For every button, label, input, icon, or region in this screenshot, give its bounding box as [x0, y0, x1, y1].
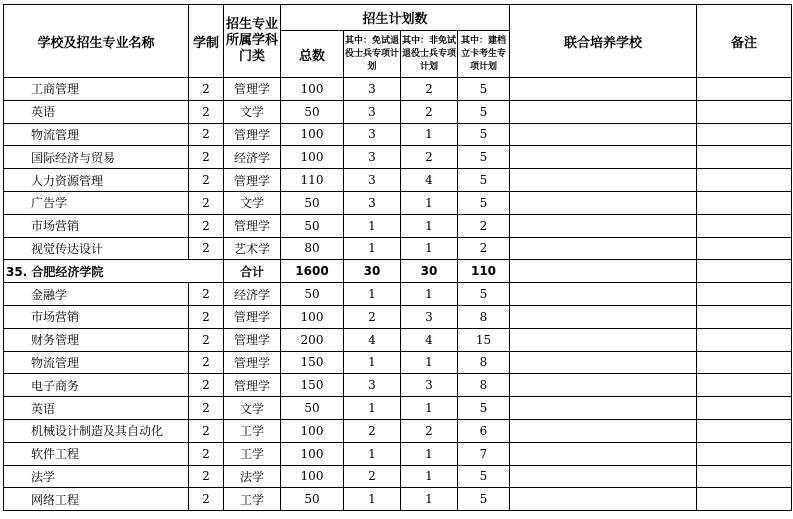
remark-cell: [697, 214, 792, 237]
partner-cell: [510, 488, 697, 511]
table-row: [4, 328, 792, 351]
category-cell: 艺术学: [224, 237, 281, 260]
partner-cell: [510, 442, 697, 465]
header-veteran-nonexempt: 其中：非免试退役士兵专项计划: [401, 31, 458, 78]
total-cell: 100: [281, 442, 344, 465]
rows-section-a: [4, 78, 792, 260]
major-name: 电子商务: [4, 374, 189, 397]
duration-cell: 2: [189, 465, 224, 488]
group-label: 合计: [224, 260, 281, 283]
poverty-cell: 5: [458, 488, 510, 511]
veteran-nonexempt-cell: 1: [401, 442, 458, 465]
veteran-nonexempt-cell: 4: [401, 169, 458, 192]
duration-cell: 2: [189, 123, 224, 146]
major-name: 网络工程: [4, 488, 189, 511]
duration-cell: 2: [189, 78, 224, 101]
remark-cell: [697, 488, 792, 511]
header-remark: 备注: [697, 5, 792, 78]
veteran-exempt-cell: 3: [344, 78, 401, 101]
remark-cell: [697, 283, 792, 306]
table-row: [4, 397, 792, 420]
category-cell: 法学: [224, 465, 281, 488]
major-name: 广告学: [4, 191, 189, 214]
poverty-cell: 8: [458, 305, 510, 328]
duration-cell: 2: [189, 146, 224, 169]
poverty-cell: 5: [458, 191, 510, 214]
partner-cell: [510, 100, 697, 123]
total-cell: 100: [281, 465, 344, 488]
poverty-cell: 5: [458, 123, 510, 146]
partner-cell: [510, 328, 697, 351]
poverty-cell: 6: [458, 419, 510, 442]
duration-cell: 2: [189, 237, 224, 260]
total-cell: 110: [281, 169, 344, 192]
category-cell: 管理学: [224, 214, 281, 237]
table-row: [4, 100, 792, 123]
table-row: [4, 146, 792, 169]
poverty-cell: 8: [458, 351, 510, 374]
major-name: 英语: [4, 397, 189, 420]
header-school-major: 学校及招生专业名称: [4, 5, 189, 78]
poverty-cell: 5: [458, 397, 510, 420]
veteran-exempt-cell: 1: [344, 397, 401, 420]
duration-cell: 2: [189, 351, 224, 374]
table-row: [4, 488, 792, 511]
table-row: [4, 374, 792, 397]
duration-cell: 2: [189, 283, 224, 306]
remark-cell: [697, 465, 792, 488]
category-cell: 文学: [224, 100, 281, 123]
group-veteran-nonexempt: 30: [401, 260, 458, 283]
total-cell: 50: [281, 100, 344, 123]
veteran-exempt-cell: 4: [344, 328, 401, 351]
table-row: [4, 169, 792, 192]
duration-cell: 2: [189, 488, 224, 511]
remark-cell: [697, 374, 792, 397]
category-cell: 工学: [224, 488, 281, 511]
poverty-cell: 5: [458, 283, 510, 306]
partner-cell: [510, 78, 697, 101]
veteran-exempt-cell: 1: [344, 214, 401, 237]
table-row: [4, 442, 792, 465]
veteran-nonexempt-cell: 2: [401, 78, 458, 101]
poverty-cell: 7: [458, 442, 510, 465]
group-veteran-exempt: 30: [344, 260, 401, 283]
major-name: 物流管理: [4, 351, 189, 374]
partner-cell: [510, 419, 697, 442]
total-cell: 100: [281, 419, 344, 442]
remark-cell: [697, 328, 792, 351]
remark-cell: [697, 169, 792, 192]
table-row: [4, 305, 792, 328]
major-name: 工商管理: [4, 78, 189, 101]
poverty-cell: 5: [458, 78, 510, 101]
veteran-nonexempt-cell: 3: [401, 305, 458, 328]
major-name: 国际经济与贸易: [4, 146, 189, 169]
table-row: [4, 191, 792, 214]
header-duration: 学制: [189, 5, 224, 78]
partner-cell: [510, 169, 697, 192]
duration-cell: 2: [189, 442, 224, 465]
total-cell: 50: [281, 397, 344, 420]
table-row: [4, 419, 792, 442]
veteran-nonexempt-cell: 1: [401, 237, 458, 260]
category-cell: 经济学: [224, 146, 281, 169]
remark-cell: [697, 305, 792, 328]
remark-cell: [697, 191, 792, 214]
veteran-exempt-cell: 1: [344, 237, 401, 260]
total-cell: 50: [281, 488, 344, 511]
category-cell: 管理学: [224, 123, 281, 146]
total-cell: 100: [281, 146, 344, 169]
duration-cell: 2: [189, 419, 224, 442]
group-remark: [697, 260, 792, 283]
duration-cell: 2: [189, 169, 224, 192]
remark-cell: [697, 146, 792, 169]
remark-cell: [697, 419, 792, 442]
header-poverty: 其中：建档立卡考生专项计划: [458, 31, 510, 78]
partner-cell: [510, 374, 697, 397]
header-category: 招生专业所属学科门类: [224, 5, 281, 78]
veteran-exempt-cell: 3: [344, 169, 401, 192]
category-cell: 管理学: [224, 374, 281, 397]
total-cell: 50: [281, 214, 344, 237]
veteran-nonexempt-cell: 4: [401, 328, 458, 351]
partner-cell: [510, 283, 697, 306]
partner-cell: [510, 123, 697, 146]
table-row: [4, 214, 792, 237]
remark-cell: [697, 100, 792, 123]
veteran-nonexempt-cell: 1: [401, 351, 458, 374]
veteran-nonexempt-cell: 1: [401, 214, 458, 237]
major-name: 视觉传达设计: [4, 237, 189, 260]
header-veteran-exempt: 其中：免试退役士兵专项计划: [344, 31, 401, 78]
total-cell: 200: [281, 328, 344, 351]
partner-cell: [510, 214, 697, 237]
veteran-exempt-cell: 1: [344, 488, 401, 511]
veteran-nonexempt-cell: 1: [401, 191, 458, 214]
group-row: [4, 260, 792, 283]
veteran-nonexempt-cell: 1: [401, 465, 458, 488]
partner-cell: [510, 146, 697, 169]
poverty-cell: 2: [458, 214, 510, 237]
partner-cell: [510, 397, 697, 420]
duration-cell: 2: [189, 374, 224, 397]
major-name: 软件工程: [4, 442, 189, 465]
category-cell: 文学: [224, 397, 281, 420]
veteran-nonexempt-cell: 1: [401, 283, 458, 306]
duration-cell: 2: [189, 191, 224, 214]
veteran-exempt-cell: 3: [344, 374, 401, 397]
major-name: 市场营销: [4, 214, 189, 237]
veteran-exempt-cell: 2: [344, 305, 401, 328]
table-row: [4, 78, 792, 101]
veteran-nonexempt-cell: 2: [401, 146, 458, 169]
rows-section-b: [4, 283, 792, 511]
veteran-exempt-cell: 3: [344, 146, 401, 169]
poverty-cell: 8: [458, 374, 510, 397]
total-cell: 150: [281, 351, 344, 374]
major-name: 英语: [4, 100, 189, 123]
group-partner: [510, 260, 697, 283]
category-cell: 管理学: [224, 78, 281, 101]
table-header: [4, 5, 792, 78]
major-name: 机械设计制造及其自动化: [4, 419, 189, 442]
remark-cell: [697, 397, 792, 420]
veteran-nonexempt-cell: 3: [401, 374, 458, 397]
veteran-nonexempt-cell: 2: [401, 100, 458, 123]
table-row: [4, 351, 792, 374]
partner-cell: [510, 305, 697, 328]
total-cell: 100: [281, 305, 344, 328]
poverty-cell: 5: [458, 100, 510, 123]
total-cell: 100: [281, 78, 344, 101]
veteran-exempt-cell: 3: [344, 123, 401, 146]
table-row: [4, 123, 792, 146]
veteran-exempt-cell: 3: [344, 191, 401, 214]
veteran-nonexempt-cell: 1: [401, 488, 458, 511]
remark-cell: [697, 442, 792, 465]
total-cell: 80: [281, 237, 344, 260]
duration-cell: 2: [189, 100, 224, 123]
poverty-cell: 15: [458, 328, 510, 351]
category-cell: 管理学: [224, 169, 281, 192]
category-cell: 文学: [224, 191, 281, 214]
poverty-cell: 5: [458, 146, 510, 169]
major-name: 金融学: [4, 283, 189, 306]
category-cell: 管理学: [224, 305, 281, 328]
partner-cell: [510, 191, 697, 214]
veteran-nonexempt-cell: 2: [401, 419, 458, 442]
total-cell: 150: [281, 374, 344, 397]
veteran-exempt-cell: 2: [344, 465, 401, 488]
remark-cell: [697, 351, 792, 374]
category-cell: 工学: [224, 442, 281, 465]
group-total: 1600: [281, 260, 344, 283]
major-name: 人力资源管理: [4, 169, 189, 192]
total-cell: 50: [281, 191, 344, 214]
veteran-exempt-cell: 1: [344, 442, 401, 465]
category-cell: 经济学: [224, 283, 281, 306]
category-cell: 工学: [224, 419, 281, 442]
school-name: 35. 合肥经济学院: [4, 260, 224, 283]
remark-cell: [697, 78, 792, 101]
partner-cell: [510, 465, 697, 488]
major-name: 市场营销: [4, 305, 189, 328]
total-cell: 100: [281, 123, 344, 146]
table-row: [4, 465, 792, 488]
veteran-exempt-cell: 3: [344, 100, 401, 123]
duration-cell: 2: [189, 305, 224, 328]
veteran-exempt-cell: 1: [344, 283, 401, 306]
remark-cell: [697, 123, 792, 146]
duration-cell: 2: [189, 328, 224, 351]
table-row: [4, 237, 792, 260]
header-partner: 联合培养学校: [510, 5, 697, 78]
category-cell: 管理学: [224, 351, 281, 374]
veteran-exempt-cell: 2: [344, 419, 401, 442]
total-cell: 50: [281, 283, 344, 306]
remark-cell: [697, 237, 792, 260]
duration-cell: 2: [189, 214, 224, 237]
major-name: 法学: [4, 465, 189, 488]
header-plan: 招生计划数: [281, 5, 510, 31]
major-name: 财务管理: [4, 328, 189, 351]
poverty-cell: 2: [458, 237, 510, 260]
group-poverty: 110: [458, 260, 510, 283]
veteran-exempt-cell: 1: [344, 351, 401, 374]
table-row: [4, 283, 792, 306]
veteran-nonexempt-cell: 1: [401, 123, 458, 146]
veteran-nonexempt-cell: 1: [401, 397, 458, 420]
partner-cell: [510, 351, 697, 374]
partner-cell: [510, 237, 697, 260]
major-name: 物流管理: [4, 123, 189, 146]
poverty-cell: 5: [458, 465, 510, 488]
duration-cell: 2: [189, 397, 224, 420]
group-section: [4, 260, 792, 283]
header-total: 总数: [281, 31, 344, 78]
enrollment-plan-table: [3, 4, 792, 511]
category-cell: 管理学: [224, 328, 281, 351]
poverty-cell: 5: [458, 169, 510, 192]
